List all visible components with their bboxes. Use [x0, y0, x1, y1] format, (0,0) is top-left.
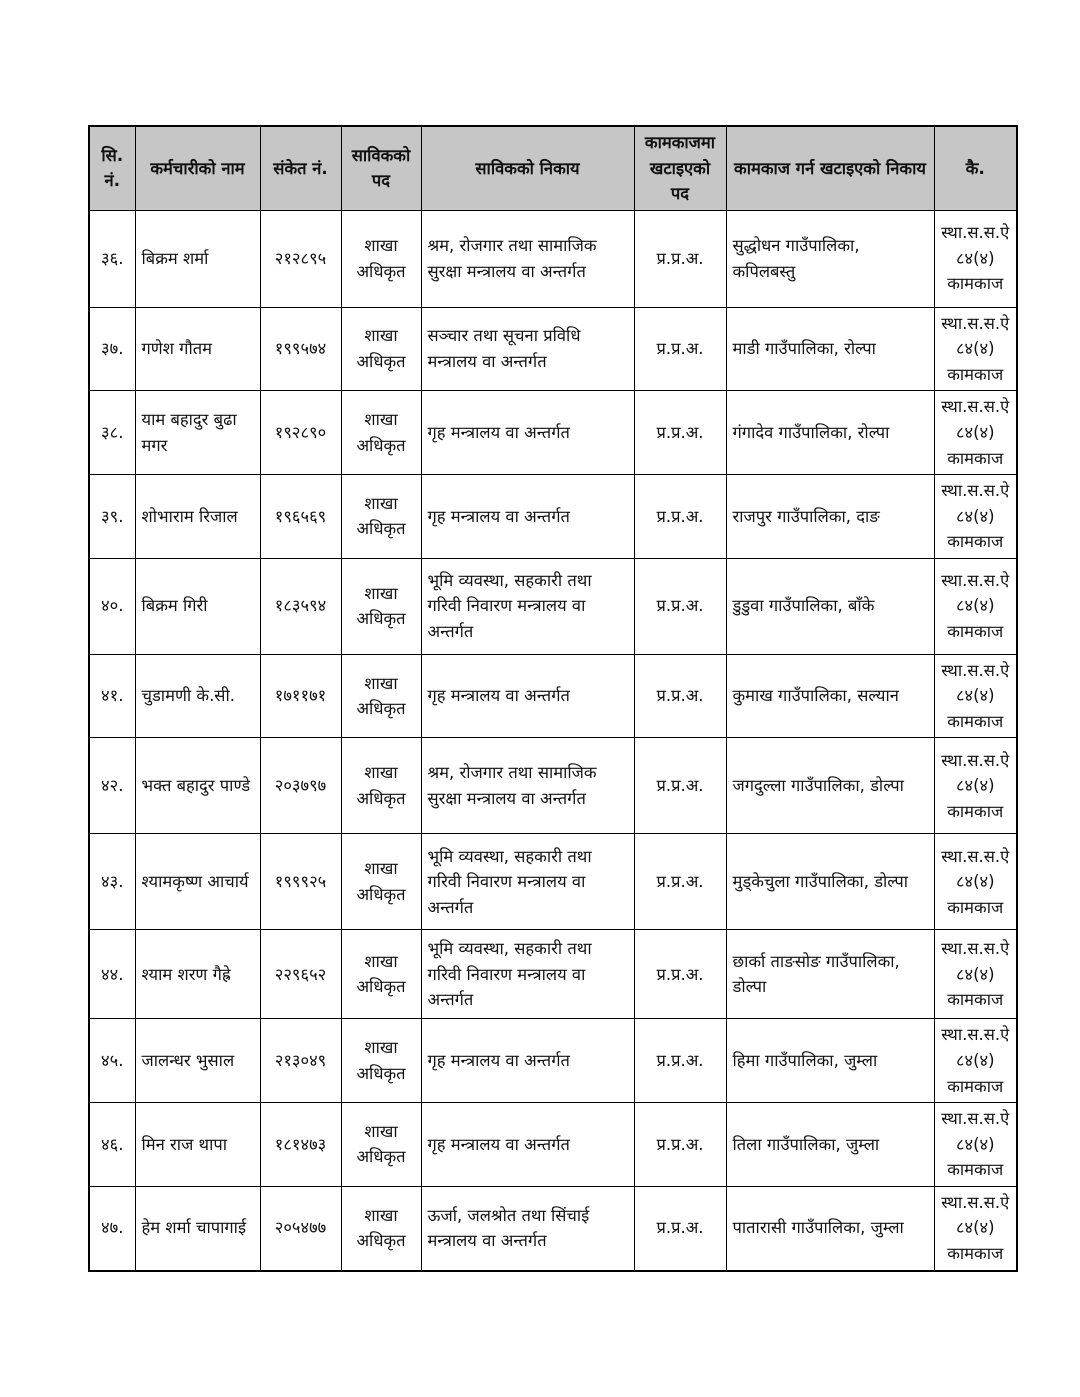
cell-employee-name: जालन्धर भुसाल — [135, 1019, 260, 1103]
cell-former-agency: गृह मन्त्रालय वा अन्तर्गत — [421, 391, 634, 475]
staff-assignment-table — [88, 125, 1018, 1272]
cell-former-agency: गृह मन्त्रालय वा अन्तर्गत — [421, 1103, 634, 1187]
cell-employee-name: श्याम शरण गैह्रे — [135, 930, 260, 1019]
cell-assigned-post: प्र.प्र.अ. — [634, 834, 726, 930]
cell-assigned-agency: मुड्केचुला गाउँपालिका, डोल्पा — [726, 834, 934, 930]
cell-employee-name: बिक्रम गिरी — [135, 558, 260, 654]
cell-assigned-post: प्र.प्र.अ. — [634, 738, 726, 834]
column-header-assigned-agency: कामकाज गर्न खटाइएको निकाय — [726, 126, 934, 210]
cell-assigned-post: प्र.प्र.अ. — [634, 1186, 726, 1270]
cell-code-number: १७११७१ — [260, 654, 341, 738]
cell-assigned-agency: गंगादेव गाउँपालिका, रोल्पा — [726, 391, 934, 475]
cell-employee-name: गणेश गौतम — [135, 307, 260, 391]
cell-code-number: २१३०४९ — [260, 1019, 341, 1103]
cell-code-number: २२९६५२ — [260, 930, 341, 1019]
table-row — [89, 210, 1017, 307]
table-row — [89, 391, 1017, 475]
cell-code-number: १८१४७३ — [260, 1103, 341, 1187]
column-header-assigned-post: कामकाजमा खटाइएको पद — [634, 126, 726, 210]
cell-former-post: शाखा अधिकृत — [341, 307, 421, 391]
cell-remarks: स्था.स.स.ऐ ८४(४) कामकाज — [934, 1186, 1017, 1270]
cell-assigned-agency: छार्का ताङसोङ गाउँपालिका, डोल्पा — [726, 930, 934, 1019]
column-header-code-number: संकेत नं. — [260, 126, 341, 210]
cell-former-post: शाखा अधिकृत — [341, 654, 421, 738]
table-row — [89, 1019, 1017, 1103]
cell-serial: ४१. — [89, 654, 135, 738]
cell-remarks: स्था.स.स.ऐ ८४(४) कामकाज — [934, 391, 1017, 475]
cell-assigned-agency: पातारासी गाउँपालिका, जुम्ला — [726, 1186, 934, 1270]
table-row — [89, 475, 1017, 559]
cell-former-post: शाखा अधिकृत — [341, 738, 421, 834]
cell-remarks: स्था.स.स.ऐ ८४(४) कामकाज — [934, 210, 1017, 307]
cell-code-number: २१२८९५ — [260, 210, 341, 307]
table-row — [89, 738, 1017, 834]
cell-employee-name: मिन राज थापा — [135, 1103, 260, 1187]
cell-remarks: स्था.स.स.ऐ ८४(४) कामकाज — [934, 1019, 1017, 1103]
cell-serial: ४७. — [89, 1186, 135, 1270]
cell-serial: ४३. — [89, 834, 135, 930]
cell-former-agency: गृह मन्त्रालय वा अन्तर्गत — [421, 654, 634, 738]
column-header-employee-name: कर्मचारीको नाम — [135, 126, 260, 210]
cell-former-post: शाखा अधिकृत — [341, 1019, 421, 1103]
cell-serial: ३८. — [89, 391, 135, 475]
cell-code-number: १८३५९४ — [260, 558, 341, 654]
cell-code-number: २०५४७७ — [260, 1186, 341, 1270]
table-row — [89, 834, 1017, 930]
cell-assigned-agency: राजपुर गाउँपालिका, दाङ — [726, 475, 934, 559]
cell-assigned-post: प्र.प्र.अ. — [634, 1019, 726, 1103]
table-row — [89, 1103, 1017, 1187]
cell-assigned-post: प्र.प्र.अ. — [634, 475, 726, 559]
cell-former-post: शाखा अधिकृत — [341, 210, 421, 307]
table-row — [89, 558, 1017, 654]
cell-employee-name: हेम शर्मा चापागाई — [135, 1186, 260, 1270]
cell-former-post: शाखा अधिकृत — [341, 391, 421, 475]
table-row — [89, 654, 1017, 738]
table-row — [89, 1186, 1017, 1270]
cell-code-number: १९९९२५ — [260, 834, 341, 930]
cell-code-number: २०३७९७ — [260, 738, 341, 834]
cell-code-number: १९२८९० — [260, 391, 341, 475]
cell-remarks: स्था.स.स.ऐ ८४(४) कामकाज — [934, 834, 1017, 930]
cell-employee-name: याम बहादुर बुढा मगर — [135, 391, 260, 475]
cell-assigned-post: प्र.प्र.अ. — [634, 210, 726, 307]
cell-assigned-post: प्र.प्र.अ. — [634, 1103, 726, 1187]
cell-employee-name: शोभाराम रिजाल — [135, 475, 260, 559]
cell-former-agency: श्रम, रोजगार तथा सामाजिक सुरक्षा मन्त्रालय वा अन्तर्गत — [421, 738, 634, 834]
cell-employee-name: भक्त बहादुर पाण्डे — [135, 738, 260, 834]
cell-former-post: शाखा अधिकृत — [341, 1186, 421, 1270]
cell-serial: ४०. — [89, 558, 135, 654]
cell-former-agency: भूमि व्यवस्था, सहकारी तथा गरिवी निवारण मन्त्रालय वा अन्तर्गत — [421, 930, 634, 1019]
cell-serial: ३६. — [89, 210, 135, 307]
cell-former-post: शाखा अधिकृत — [341, 834, 421, 930]
cell-former-post: शाखा अधिकृत — [341, 930, 421, 1019]
cell-assigned-agency: जगदुल्ला गाउँपालिका, डोल्पा — [726, 738, 934, 834]
cell-remarks: स्था.स.स.ऐ ८४(४) कामकाज — [934, 1103, 1017, 1187]
table-row — [89, 930, 1017, 1019]
cell-serial: ४६. — [89, 1103, 135, 1187]
cell-assigned-agency: तिला गाउँपालिका, जुम्ला — [726, 1103, 934, 1187]
column-header-remarks: कै. — [934, 126, 1017, 210]
cell-former-agency: भूमि व्यवस्था, सहकारी तथा गरिवी निवारण मन्त्रालय वा अन्तर्गत — [421, 558, 634, 654]
cell-serial: ४५. — [89, 1019, 135, 1103]
cell-remarks: स्था.स.स.ऐ ८४(४) कामकाज — [934, 475, 1017, 559]
cell-remarks: स्था.स.स.ऐ ८४(४) कामकाज — [934, 930, 1017, 1019]
cell-former-agency: गृह मन्त्रालय वा अन्तर्गत — [421, 1019, 634, 1103]
cell-serial: ३७. — [89, 307, 135, 391]
cell-former-post: शाखा अधिकृत — [341, 558, 421, 654]
cell-former-post: शाखा अधिकृत — [341, 1103, 421, 1187]
table-header-row — [89, 126, 1017, 210]
cell-assigned-post: प्र.प्र.अ. — [634, 930, 726, 1019]
cell-code-number: १९६५६९ — [260, 475, 341, 559]
cell-assigned-post: प्र.प्र.अ. — [634, 654, 726, 738]
cell-code-number: १९९५७४ — [260, 307, 341, 391]
cell-assigned-agency: सुद्धोधन गाउँपालिका, कपिलबस्तु — [726, 210, 934, 307]
cell-assigned-agency: हिमा गाउँपालिका, जुम्ला — [726, 1019, 934, 1103]
cell-serial: ३९. — [89, 475, 135, 559]
cell-assigned-post: प्र.प्र.अ. — [634, 307, 726, 391]
cell-former-agency: ऊर्जा, जलश्रोत तथा सिंचाई मन्त्रालय वा अन्तर्गत — [421, 1186, 634, 1270]
column-header-former-agency: साविकको निकाय — [421, 126, 634, 210]
cell-assigned-post: प्र.प्र.अ. — [634, 558, 726, 654]
cell-former-agency: सञ्चार तथा सूचना प्रविधि मन्त्रालय वा अन्तर्गत — [421, 307, 634, 391]
cell-serial: ४४. — [89, 930, 135, 1019]
cell-remarks: स्था.स.स.ऐ ८४(४) कामकाज — [934, 307, 1017, 391]
cell-remarks: स्था.स.स.ऐ ८४(४) कामकाज — [934, 738, 1017, 834]
table-row — [89, 307, 1017, 391]
cell-employee-name: श्यामकृष्ण आचार्य — [135, 834, 260, 930]
cell-former-post: शाखा अधिकृत — [341, 475, 421, 559]
cell-assigned-post: प्र.प्र.अ. — [634, 391, 726, 475]
column-header-former-post: साविकको पद — [341, 126, 421, 210]
cell-employee-name: चुडामणी के.सी. — [135, 654, 260, 738]
cell-assigned-agency: माडी गाउँपालिका, रोल्पा — [726, 307, 934, 391]
cell-assigned-agency: कुमाख गाउँपालिका, सल्यान — [726, 654, 934, 738]
cell-remarks: स्था.स.स.ऐ ८४(४) कामकाज — [934, 558, 1017, 654]
cell-former-agency: श्रम, रोजगार तथा सामाजिक सुरक्षा मन्त्रालय वा अन्तर्गत — [421, 210, 634, 307]
column-header-serial: सि. नं. — [89, 126, 135, 210]
cell-employee-name: बिक्रम शर्मा — [135, 210, 260, 307]
cell-former-agency: भूमि व्यवस्था, सहकारी तथा गरिवी निवारण मन्त्रालय वा अन्तर्गत — [421, 834, 634, 930]
cell-serial: ४२. — [89, 738, 135, 834]
cell-assigned-agency: डुडुवा गाउँपालिका, बाँके — [726, 558, 934, 654]
cell-remarks: स्था.स.स.ऐ ८४(४) कामकाज — [934, 654, 1017, 738]
cell-former-agency: गृह मन्त्रालय वा अन्तर्गत — [421, 475, 634, 559]
